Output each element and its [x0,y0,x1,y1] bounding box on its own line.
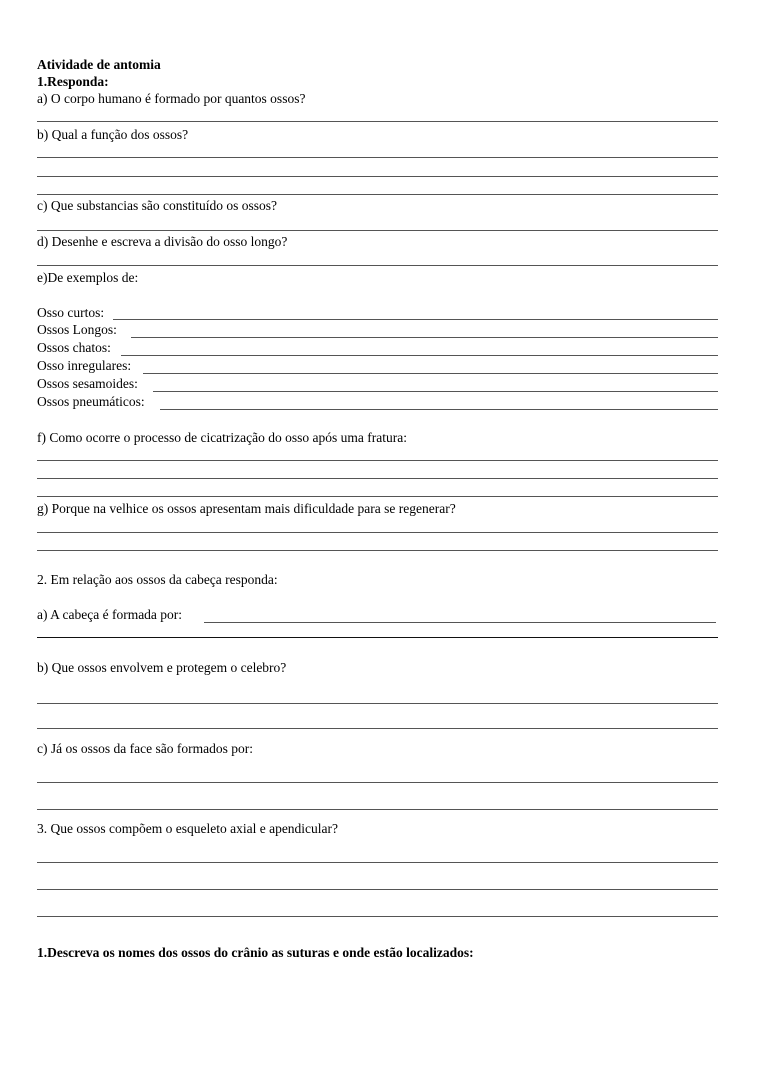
answer-line [37,728,718,729]
doc-title: Atividade de antomia [37,57,161,72]
question-2b: b) Que ossos envolvem e protegem o celebro? [37,660,287,675]
answer-line [37,460,718,461]
bone-type-label: Ossos chatos: [37,340,111,355]
bone-type-label: Ossos Longos: [37,322,117,337]
section-1-heading: 1.Responda: [37,74,109,89]
answer-line [37,478,718,479]
answer-line [37,703,718,704]
fill-in-line [143,373,718,374]
section-3-heading: 3. Que ossos compõem o esqueleto axial e apendicular? [37,821,339,836]
answer-line [37,889,718,890]
question-2c: c) Já os ossos da face são formados por: [37,741,253,756]
answer-line [37,550,718,551]
question-c: c) Que substancias são constituído os ossos? [37,198,277,213]
answer-line [37,637,718,638]
answer-line [37,782,718,783]
question-e: e)De exemplos de: [37,270,139,285]
fill-in-line [131,337,718,338]
fill-in-line [113,319,718,320]
answer-line [37,862,718,863]
answer-line [37,194,718,195]
bone-type-label: Ossos sesamoides: [37,376,138,391]
answer-line [37,532,718,533]
section-2-heading: 2. Em relação aos ossos da cabeça responda: [37,572,278,587]
question-b: b) Qual a função dos ossos? [37,127,189,142]
fill-in-line [121,355,718,356]
answer-line [37,121,718,122]
fill-in-line [153,391,718,392]
final-question-heading: 1.Descreva os nomes dos ossos do crânio as suturas e onde estão localizados: [37,945,474,960]
answer-line [37,496,718,497]
fill-in-line [160,409,718,410]
answer-line [37,176,718,177]
question-f: f) Como ocorre o processo de cicatrização do osso após uma fratura: [37,430,407,445]
question-a: a) O corpo humano é formado por quantos ossos? [37,91,306,106]
answer-line [37,809,718,810]
question-d: d) Desenhe e escreva a divisão do osso longo? [37,234,288,249]
answer-line [37,916,718,917]
bone-type-label: Osso curtos: [37,305,105,320]
question-2a: a) A cabeça é formada por: [37,607,183,622]
fill-in-line [204,622,716,623]
answer-line [37,230,718,231]
bone-type-label: Osso inregulares: [37,358,132,373]
bone-type-label: Ossos pneumáticos: [37,394,145,409]
question-g: g) Porque na velhice os ossos apresentam mais dificuldade para se regenerar? [37,501,456,516]
answer-line [37,265,718,266]
answer-line [37,157,718,158]
